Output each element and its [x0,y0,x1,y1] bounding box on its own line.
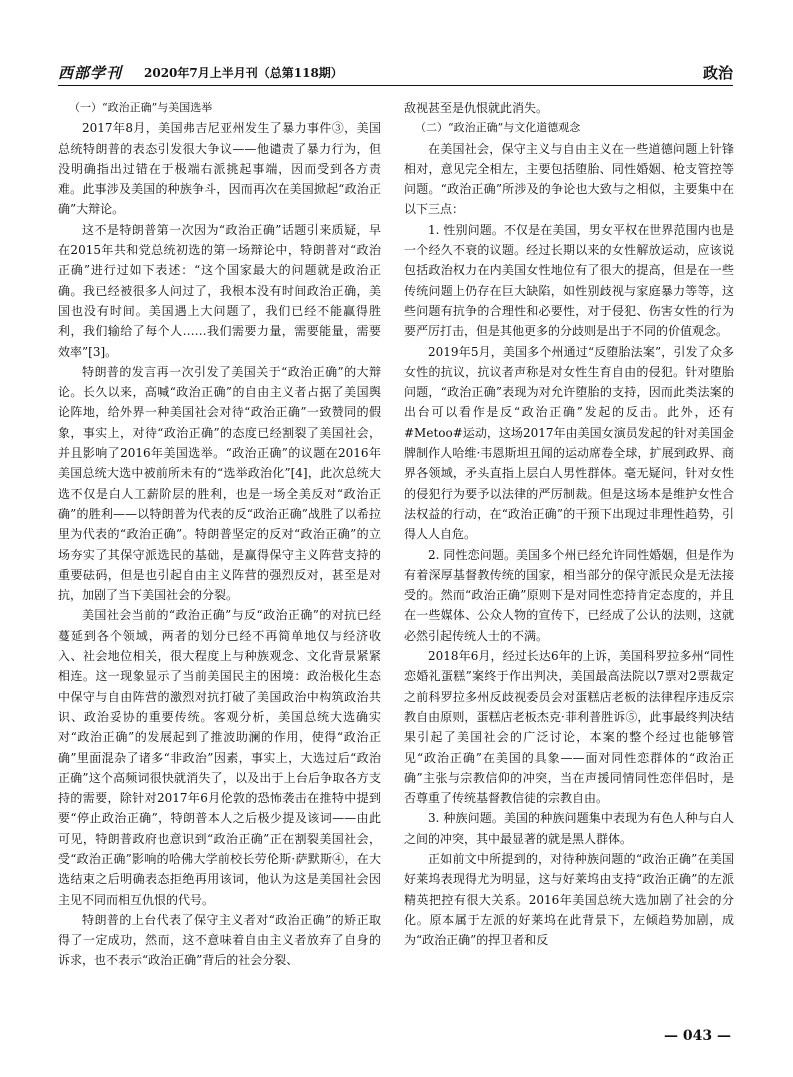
issue-info: 2020年7月上半月刊（总第118期） [144,66,343,80]
paragraph: 在美国社会，保守主义与自由主义在一些道德问题上针锋相对，意见完全相左，主要包括堕胎、同性婚姻、枪支管控等问题。“政治正确”所涉及的争论也大致与之相似，主要集中在以下三点： [404,141,734,217]
header-rule [58,85,733,86]
page-number: — 043 — [664,1028,731,1044]
paragraph: 特朗普的发言再一次引发了美国关于“政治正确”的大辩论。长久以来，高喊“政治正确”的自由主义者占据了美国舆论阵地，给外界一种美国社会对待“政治正确”一致赞同的假象，事实上，对待“政治正确”的态度已经割裂了美国社会，并且影响了2016年美国选举。“政治正确”的议题在2016年美国总统大选中被前所未有的“选举政治化”[4]，此次总统大选不仅是白人工薪阶层的胜利，也是一场全美反对“政治正确”的胜利——以特朗普为代表的反“政治正确”战胜了以希拉里为代表的“政治正确”。特朗普坚定的反对“政治正确”的立场夯实了其保守派选民的基础，是赢得保守主义阵营支持的重要砝码，但是也引起自由主义阵营的强烈反对，甚至是对抗，加剧了当下美国社会的分裂。 [58,364,381,603]
paragraph: 这不是特朗普第一次因为“政治正确”话题引来质疑，早在2015年共和党总统初选的第一场辩论中，特朗普对“政治正确”进行过如下表述：“这个国家最大的问题就是政治正确。我已经被很多人问过了，我根本没有时间政治正确，美国也没有时间。美国遇上大问题了，我们已经不能赢得胜利，我们输给了每个人……我们需要力量，需要能量，需要效率”[3]。 [58,222,381,359]
page-header [58,62,733,84]
section-label: 政治 [702,64,733,82]
subheading: （二）“政治正确”与文化道德观念 [415,121,581,135]
paragraph-continuation: 敌视甚至是仇恨就此消失。 [404,101,549,115]
paragraph: 2019年5月，美国多个州通过“反堕胎法案”，引发了众多女性的抗议，抗议者声称是对女性生育自由的侵犯。针对堕胎问题，“政治正确”表现为对允许堕胎的支持，因而此类法案的出台可以看作是反“政治正确”发起的反击。此外，还有#Metoo#运动，这场2017年由美国女演员发起的针对美国金牌制作人哈维·韦恩斯坦丑闻的运动席卷全球，扩展到政界、商界各领域，矛头直指上层白人男性群体。毫无疑问，针对女性的侵犯行为要予以法律的严厉制裁。但是这场本是维护女性合法权益的行动，在“政治正确”的干预下出现过非理性趋势，引得人人自危。 [404,344,734,542]
paragraph: 2018年6月，经过长达6年的上诉，美国科罗拉多州“同性恋婚礼蛋糕”案终于作出判决，美国最高法院以7票对2票裁定之前科罗拉多州反歧视委员会对蛋糕店老板的法律程序违反宗教自由原则，蛋糕店老板杰克·菲利普胜诉⑤，此事最终判决结果引起了美国社会的广泛讨论，本案的整个经过也能够管见“政治正确”在美国的具象——面对同性恋群体的“政治正确”主张与宗教信仰的冲突，当在声援同情同性恋伴侣时，是否尊重了传统基督教信徒的宗教自由。 [404,649,734,806]
paragraph: 1. 性别问题。不仅是在美国，男女平权在世界范围内也是一个经久不衰的议题。经过长期以来的女性解放运动，应该说包括政治权力在内美国女性地位有了很大的提高，但是在一些传统问题上仍存在巨大缺陷，如性别歧视与家庭暴力等等，这些问题有抗争的合理性和必要性，对于侵犯、伤害女性的行为要严厉打击，但是其他更多的分歧则是出于不同的价值观念。 [404,222,734,339]
right-column [404,98,734,950]
left-column [58,98,381,971]
paragraph: 3. 种族问题。美国的种族问题集中表现为有色人种与白人之间的冲突，其中最显著的就是黑人群体。 [404,811,734,846]
paragraph: 特朗普的上台代表了保守主义者对“政治正确”的矫正取得了一定成功，然而，这不意味着自由主义者放弃了自身的诉求，也不表示“政治正确”背后的社会分裂、 [58,912,381,968]
paragraph: 美国社会当前的“政治正确”与反“政治正确”的对抗已经蔓延到各个领域，两者的划分已经不再简单地仅与经济收入、社会地位相关，很大程度上与种族观念、文化背景紧紧相连。这一现象显示了当前美国民主的困境：政治极化生态中保守与自由阵营的激烈对抗打破了美国政治中构筑政治共识、政治妥协的重要传统。客观分析，美国总统大选确实对“政治正确”的发展起到了推波助澜的作用，使得“政治正确”里面混杂了诸多“非政治”因素，事实上，大选过后“政治正确”这个高频词很快就消失了，以及出于上台后争取各方支持的需要，除针对2017年6月伦敦的恐怖袭击在推特中提到要“停止政治正确”，特朗普本人之后极少提及该词——由此可见，特朗普政府也意识到“政治正确”正在割裂美国社会，受“政治正确”影响的哈佛大学前校长劳伦斯·萨默斯④，在大选结束之后明确表态拒绝再用该词，他认为这是美国社会因主见不同而相互仇恨的代号。 [58,608,381,907]
journal-title: 西部学刊 [58,64,123,82]
paragraph: 2. 同性恋问题。美国多个州已经允许同性婚姻，但是作为有着深厚基督教传统的国家，相当部分的保守派民众是无法接受的。然而“政治正确”原则下是对同性恋持肯定态度的，并且在一些媒体、公众人物的宣传下，已经成了公认的法则，这就必然引起传统人士的不满。 [404,547,734,643]
paragraph: 2017年8月，美国弗吉尼亚州发生了暴力事件③，美国总统特朗普的表态引发很大争议——他谴责了暴力行为，但没明确指出过错在于极端右派挑起事端，因而受到各方责难。此事涉及美国的种族争斗，因而再次在美国掀起“政治正确”大辩论。 [58,121,381,217]
paragraph: 正如前文中所提到的，对待种族问题的“政治正确”在美国好莱坞表现得尤为明显，这与好莱坞由支持“政治正确”的左派精英把控有很大关系。2016年美国总统大选加剧了社会的分化。原本属于左派的好莱坞在此背景下，左倾趋势加剧，成为“政治正确”的捍卫者和反 [404,851,734,948]
subheading: （一）“政治正确”与美国选举 [69,101,213,114]
